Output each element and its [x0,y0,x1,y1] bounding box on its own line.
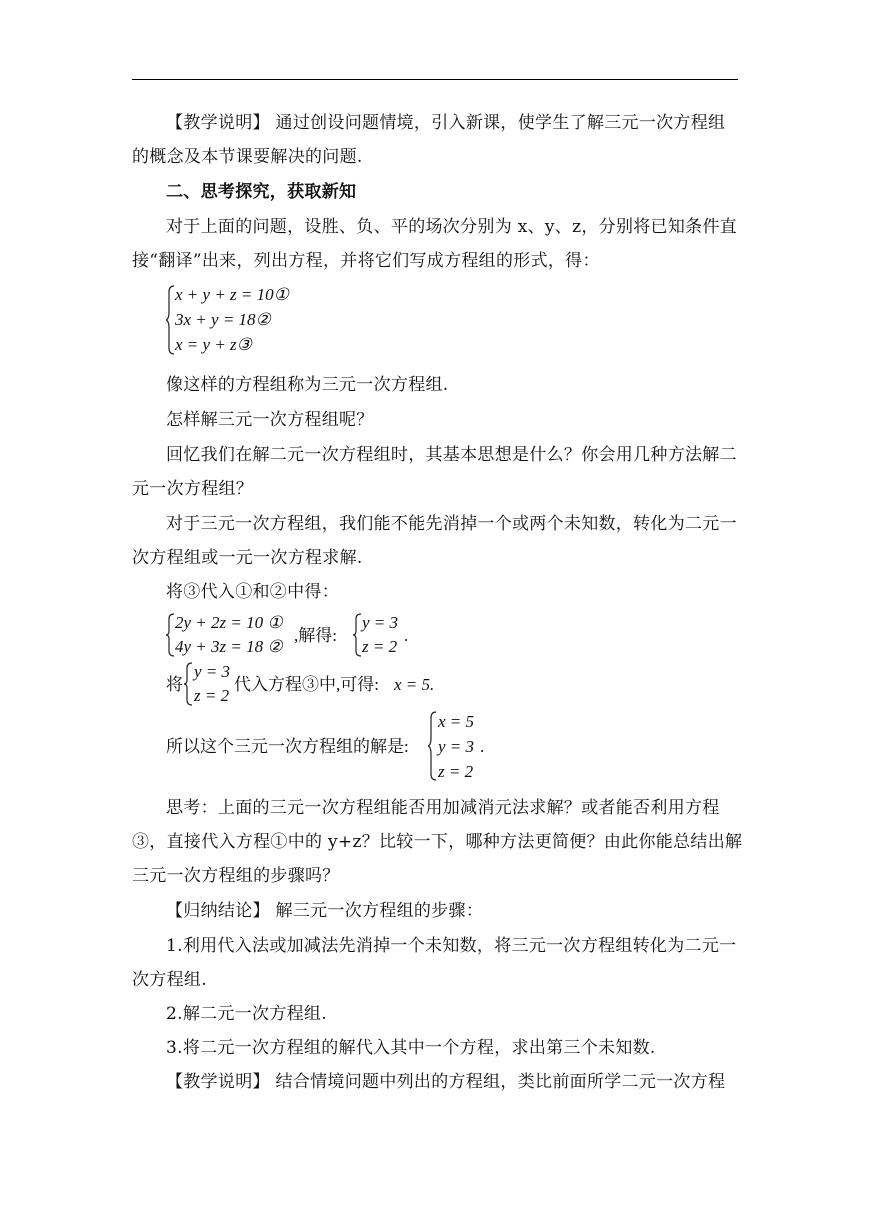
header-rule [132,79,738,80]
para-conclusion: 【归纳结论】 解三元一次方程组的步骤： [166,901,484,921]
para-substitute: 将③代入①和②中得： [166,582,339,602]
note-tag: 【教学说明】 [166,113,270,133]
final-y: y = 3 [438,737,475,756]
conclusion-tag: 【归纳结论】 [166,901,270,921]
para-think-cont-1: ③，直接代入方程①中的 y+z？比较一下，哪种方法更简便？由此你能总结出解 [132,832,743,852]
para-think: 思考：上面的三元一次方程组能否用加减消元法求解？或者能否利用方程 [166,798,720,818]
final-z: z = 2 [438,762,474,781]
para-question: 怎样解三元一次方程组呢？ [166,410,374,430]
section-heading: 二、思考探究，获取新知 [166,182,357,202]
substitute-line: 将 y = 3 z = 2 代入方程③中,可得: x = 5. [166,662,435,705]
sub-z: z = 2 [194,686,230,705]
solution-z: z = 2 [362,637,398,656]
equation-1: x + y + z = 10① [175,285,289,304]
step-1: 1.利用代入法或加减法先消掉一个未知数，将三元一次方程组转化为二元一 [166,936,737,956]
para-setup-cont: 接“翻译”出来，列出方程，并将它们写成方程组的形式，得： [132,251,600,271]
para-recall-cont: 元一次方程组？ [132,479,254,499]
para-elimination-cont: 次方程组或一元一次方程求解. [132,548,363,568]
para-elimination: 对于三元一次方程组，我们能不能先消掉一个或两个未知数，转化为二元一 [166,514,737,534]
equation-2: 3x + y = 18② [175,310,271,329]
left-brace-icon [184,661,194,707]
para-teaching-note-2: 【教学说明】 结合情境问题中列出的方程组，类比前面所学二元一次方程 [166,1072,726,1092]
equation-system-1 [166,284,326,356]
sub-y: y = 3 [194,662,231,681]
equation-2b: 4y + 3z = 18 ② [175,637,283,656]
equation-2a: 2y + 2z = 10 ① [175,613,283,632]
para-setup: 对于上面的问题，设胜、负、平的场次分别为 x、y、z，分别将已知条件直 [166,217,738,237]
para-teaching-note-1: 【教学说明】 通过创设问题情境，引入新课，使学生了解三元一次方程组 [166,113,726,133]
step-1-cont: 次方程组. [132,970,207,990]
period: . [404,626,409,645]
left-brace-icon [428,710,438,782]
solve-label: ,解得: [294,626,337,645]
final-solution: 所以这个三元一次方程组的解是: x = 5 y = 3 z = 2 . [166,712,485,781]
note-tag: 【教学说明】 [166,1072,270,1092]
equation-system-2 [166,612,426,660]
para-recall: 回忆我们在解二元一次方程组时，其基本思想是什么？你会用几种方法解二 [166,445,737,465]
final-x: x = 5 [438,712,475,731]
solution-y: y = 3 [362,613,399,632]
step-2: 2.解二元一次方程组. [166,1004,327,1024]
equation-3: x = y + z③ [175,335,252,354]
para-teaching-note-1-cont: 的概念及本节课要解决的问题. [132,147,363,167]
result-x: x = 5. [394,675,435,694]
step-3: 3.将二元一次方程组的解代入其中一个方程，求出第三个未知数. [166,1038,656,1058]
para-think-cont-2: 三元一次方程组的步骤吗？ [132,866,340,886]
para-definition: 像这样的方程组称为三元一次方程组. [166,375,449,395]
